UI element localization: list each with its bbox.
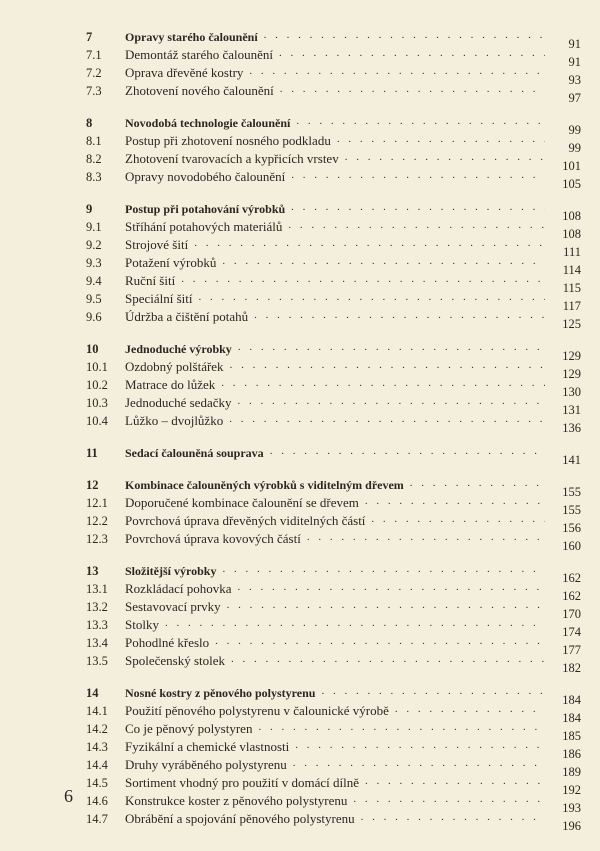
chapter-number: 14 [86, 686, 99, 700]
section-number: 13.3 [86, 618, 108, 632]
page-reference: 131 [562, 403, 581, 417]
chapter-block [86, 684, 581, 833]
page-reference: 162 [562, 571, 581, 585]
dot-leader [288, 216, 545, 234]
page-reference: 91 [568, 37, 581, 51]
chapter-number: 13 [86, 564, 99, 578]
dot-leader [291, 198, 545, 216]
section-number: 9.3 [86, 256, 102, 270]
dot-leader [291, 166, 545, 184]
dot-leader [270, 442, 545, 460]
section-title: Demontáž starého čalounění [125, 47, 273, 62]
section-title: Povrchová úprava dřevěných viditelných částí [125, 513, 366, 528]
page-reference: 105 [562, 177, 581, 191]
dot-leader [238, 392, 546, 410]
dot-leader [254, 306, 545, 324]
chapter-block [86, 28, 581, 105]
page-reference: 177 [562, 643, 581, 657]
section-number: 14.6 [86, 794, 108, 808]
dot-leader [371, 510, 545, 528]
chapter-title: Postup při potahování výrobků [125, 202, 286, 216]
dot-leader [337, 130, 545, 148]
dot-leader [215, 632, 545, 650]
page-reference: 93 [568, 73, 581, 87]
section-number: 7.2 [86, 66, 102, 80]
chapter-block [86, 562, 581, 675]
page-reference: 156 [562, 521, 581, 535]
page-reference: 136 [562, 421, 581, 435]
section-number: 12.2 [86, 514, 108, 528]
section-title: Sortiment vhodný pro použití v domácí dílně [125, 775, 359, 790]
section-number: 7.1 [86, 48, 102, 62]
chapter-number: 12 [86, 478, 99, 492]
dot-leader [238, 578, 546, 596]
page-reference: 185 [562, 729, 581, 743]
page-reference: 99 [568, 141, 581, 155]
section-number: 13.1 [86, 582, 108, 596]
section-number: 8.2 [86, 152, 102, 166]
section-title: Pohodlné křeslo [125, 635, 210, 650]
page-reference: 160 [562, 539, 581, 553]
chapter-title: Jednoduché výrobky [125, 342, 232, 356]
section-title: Zhotovení tvarovacích a kypřicích vrstev [125, 151, 339, 166]
chapter-block [86, 114, 581, 191]
chapter-number: 7 [86, 30, 93, 44]
page-reference: 125 [562, 317, 581, 331]
page-reference: 196 [562, 819, 581, 833]
page-reference: 115 [562, 281, 581, 295]
section-number: 12.3 [86, 532, 108, 546]
dot-leader [222, 560, 545, 578]
page-number: 6 [64, 786, 73, 806]
section-number: 14.5 [86, 776, 108, 790]
page-reference: 155 [562, 485, 581, 499]
section-entry [86, 810, 581, 833]
section-number: 9.5 [86, 292, 102, 306]
section-number: 13.2 [86, 600, 108, 614]
page-reference: 111 [563, 245, 581, 259]
section-number: 14.4 [86, 758, 108, 772]
dot-leader [264, 26, 545, 44]
page-reference: 162 [562, 589, 581, 603]
section-number: 13.4 [86, 636, 108, 650]
section-number: 14.1 [86, 704, 108, 718]
dot-leader [181, 270, 545, 288]
dot-leader [199, 288, 545, 306]
page-reference: 97 [568, 91, 581, 105]
section-title: Oprava dřevěné kostry [125, 65, 244, 80]
section-number: 14.2 [86, 722, 108, 736]
section-entry [86, 168, 581, 191]
section-title: Stříhání potahových materiálů [125, 219, 283, 234]
section-number: 9.2 [86, 238, 102, 252]
dot-leader [165, 614, 545, 632]
page-reference: 184 [562, 693, 581, 707]
section-title: Konstrukce koster z pěnového polystyrenu [125, 793, 348, 808]
dot-leader [258, 718, 545, 736]
section-title: Stolky [125, 617, 159, 632]
section-number: 10.2 [86, 378, 108, 392]
page-reference: 186 [562, 747, 581, 761]
section-title: Ozdobný polštářek [125, 359, 224, 374]
dot-leader [221, 374, 545, 392]
page-reference: 117 [562, 299, 581, 313]
page-reference: 174 [562, 625, 581, 639]
section-number: 10.1 [86, 360, 108, 374]
dot-leader [280, 80, 545, 98]
dot-leader [365, 492, 545, 510]
page-reference: 108 [562, 209, 581, 223]
page-reference: 193 [562, 801, 581, 815]
section-number: 10.4 [86, 414, 108, 428]
section-title: Rozkládací pohovka [125, 581, 232, 596]
section-title: Společenský stolek [125, 653, 226, 668]
page-reference: 101 [562, 159, 581, 173]
dot-leader [361, 808, 545, 826]
page-reference: 184 [562, 711, 581, 725]
page-reference: 192 [562, 783, 581, 797]
chapter-title: Nosné kostry z pěnového polystyrenu [125, 686, 316, 700]
page-reference: 91 [568, 55, 581, 69]
section-title: Povrchová úprava kovových částí [125, 531, 301, 546]
dot-leader [296, 112, 545, 130]
section-entry [86, 412, 581, 435]
section-title: Údržba a čištění potahů [125, 309, 249, 324]
page-reference: 129 [562, 367, 581, 381]
page-reference: 99 [568, 123, 581, 137]
section-title: Sestavovací prvky [125, 599, 221, 614]
chapter-number: 8 [86, 116, 93, 130]
chapter-title: Kombinace čalouněných výrobků s viditelným dřevem [125, 478, 404, 492]
chapter-block [86, 476, 581, 553]
dot-leader [353, 790, 545, 808]
section-title: Opravy novodobého čalounění [125, 169, 286, 184]
dot-leader [227, 596, 545, 614]
chapter-number: 9 [86, 202, 93, 216]
page-reference: 155 [562, 503, 581, 517]
page-reference: 189 [562, 765, 581, 779]
dot-leader [293, 754, 545, 772]
dot-leader [238, 338, 545, 356]
section-number: 8.3 [86, 170, 102, 184]
chapter-block [86, 340, 581, 435]
section-number: 10.3 [86, 396, 108, 410]
dot-leader [295, 736, 545, 754]
dot-leader [410, 474, 545, 492]
dot-leader [249, 62, 545, 80]
section-title: Zhotovení nového čalounění [125, 83, 274, 98]
section-entry [86, 308, 581, 331]
section-title: Speciální šití [125, 291, 193, 306]
table-of-contents [86, 28, 581, 842]
dot-leader [230, 356, 545, 374]
chapter-block [86, 200, 581, 331]
section-title: Matrace do lůžek [125, 377, 216, 392]
dot-leader [321, 682, 545, 700]
chapter-number: 10 [86, 342, 99, 356]
dot-leader [279, 44, 545, 62]
section-title: Postup při zhotovení nosného podkladu [125, 133, 331, 148]
dot-leader [222, 252, 545, 270]
page-reference: 129 [562, 349, 581, 363]
chapter-title: Novodobá technologie čalounění [125, 116, 291, 130]
section-entry [86, 530, 581, 553]
section-number: 13.5 [86, 654, 108, 668]
dot-leader [345, 148, 545, 166]
dot-leader [395, 700, 545, 718]
section-number: 12.1 [86, 496, 108, 510]
page-reference: 182 [562, 661, 581, 675]
section-title: Ruční šití [125, 273, 176, 288]
section-entry [86, 652, 581, 675]
section-number: 9.4 [86, 274, 102, 288]
section-number: 7.3 [86, 84, 102, 98]
section-number: 14.7 [86, 812, 108, 826]
chapter-title: Sedací čalouněná souprava [125, 446, 264, 460]
section-title: Co je pěnový polystyren [125, 721, 253, 736]
section-number: 14.3 [86, 740, 108, 754]
chapter-block [86, 444, 581, 467]
section-number: 9.6 [86, 310, 102, 324]
section-title: Lůžko – dvojlůžko [125, 413, 224, 428]
section-title: Druhy vyráběného polystyrenu [125, 757, 287, 772]
section-title: Použití pěnového polystyrenu v čalounické výrobě [125, 703, 389, 718]
page-reference: 170 [562, 607, 581, 621]
chapter-title: Složitější výrobky [125, 564, 217, 578]
section-title: Obrábění a spojování pěnového polystyrenu [125, 811, 355, 826]
section-title: Doporučené kombinace čalounění se dřevem [125, 495, 359, 510]
page-reference: 114 [562, 263, 581, 277]
page-reference: 130 [562, 385, 581, 399]
chapter-title: Opravy starého čalounění [125, 30, 258, 44]
page-reference: 141 [562, 453, 581, 467]
section-title: Jednoduché sedačky [125, 395, 232, 410]
section-title: Strojové šití [125, 237, 189, 252]
section-number: 8.1 [86, 134, 102, 148]
section-title: Potažení výrobků [125, 255, 217, 270]
section-title: Fyzikální a chemické vlastnosti [125, 739, 290, 754]
dot-leader [231, 650, 545, 668]
section-number: 9.1 [86, 220, 102, 234]
page-reference: 108 [562, 227, 581, 241]
dot-leader [229, 410, 545, 428]
dot-leader [365, 772, 545, 790]
dot-leader [307, 528, 545, 546]
chapter-number: 11 [86, 446, 98, 460]
dot-leader [194, 234, 545, 252]
chapter-heading [86, 444, 581, 467]
section-entry [86, 82, 581, 105]
